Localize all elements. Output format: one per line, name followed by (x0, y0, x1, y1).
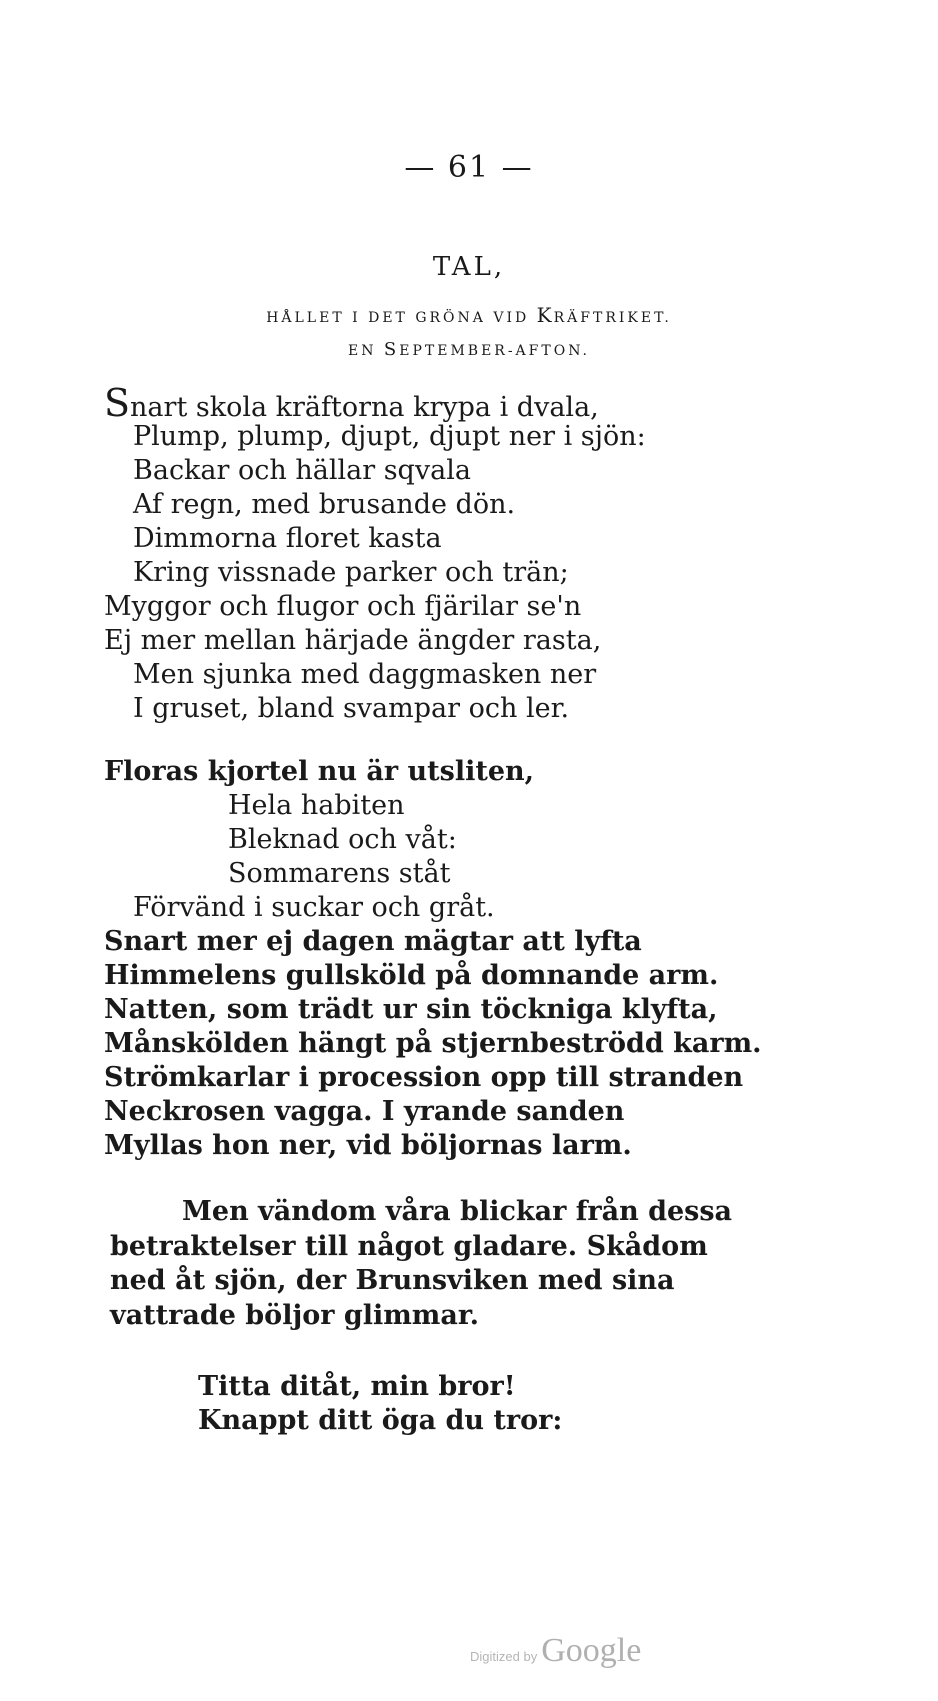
google-logo: Google (541, 1632, 642, 1669)
verse-line: Strömkarlar i procession opp till stranden (104, 1062, 744, 1093)
subtitle-part: RÄFTRIKET. (553, 310, 672, 326)
verse-line: I gruset, bland svampar och ler. (133, 693, 570, 724)
verse-line: Snart mer ej dagen mägtar att lyfta (104, 926, 642, 957)
verse-line: Himmelens gullsköld på domnande arm. (104, 960, 719, 991)
verse-line: Myggor och flugor och fjärilar se'n (104, 591, 582, 622)
occasion-part: EN (347, 343, 384, 359)
verse-line: Kring vissnade parker och trän; (133, 557, 569, 588)
drop-cap: S (104, 381, 131, 425)
poem-subtitle (0, 303, 938, 327)
verse-text: nart skola kräftorna krypa i dvala, (130, 392, 599, 423)
poem-occasion (0, 339, 938, 360)
occasion-part: S (383, 339, 400, 360)
verse-line: Hela habiten (228, 790, 405, 821)
verse-line: Floras kjortel nu är utsliten, (104, 756, 535, 787)
digitized-watermark (470, 1632, 641, 1670)
verse-line: Bleknad och våt: (228, 824, 457, 855)
verse-line: Backar och hällar sqvala (133, 455, 471, 486)
verse-line: Dimmorna floret kasta (133, 523, 442, 554)
watermark-caption: Digitized by (470, 1649, 538, 1664)
verse-line: Titta ditåt, min bror! (198, 1371, 516, 1402)
subtitle-part: K (536, 303, 554, 327)
verse-line: Förvänd i suckar och gråt. (133, 892, 495, 923)
verse-line: Sommarens ståt (228, 858, 451, 889)
verse-line: Myllas hon ner, vid böljornas larm. (104, 1130, 632, 1161)
verse-line: Månskölden hängt på stjernbeströdd karm. (104, 1028, 762, 1059)
verse-line: Neckrosen vagga. I yrande sanden (104, 1096, 625, 1127)
verse-line: Natten, som trädt ur sin töckniga klyfta, (104, 994, 718, 1025)
prose-paragraph: Men vändom våra blickar från dessa betraktelser till något gladare. Skådom ned åt sjön, der Brunsviken med sina vattrade böljor glimmar. (110, 1196, 733, 1331)
verse-line: Plump, plump, djupt, djupt ner i sjön: (133, 421, 646, 452)
subtitle-part: HÅLLET I DET GRÖNA VID (266, 310, 537, 326)
verse-line: Ej mer mellan härjade ängder rasta, (104, 625, 602, 656)
poem-title: TAL, (432, 252, 506, 282)
page-number: — 61 — (404, 150, 534, 185)
verse-line: Af regn, med brusande dön. (133, 489, 516, 520)
occasion-part: EPTEMBER-AFTON. (399, 343, 591, 359)
verse-line: Men sjunka med daggmasken ner (133, 659, 597, 690)
verse-line: Knappt ditt öga du tror: (198, 1405, 563, 1436)
